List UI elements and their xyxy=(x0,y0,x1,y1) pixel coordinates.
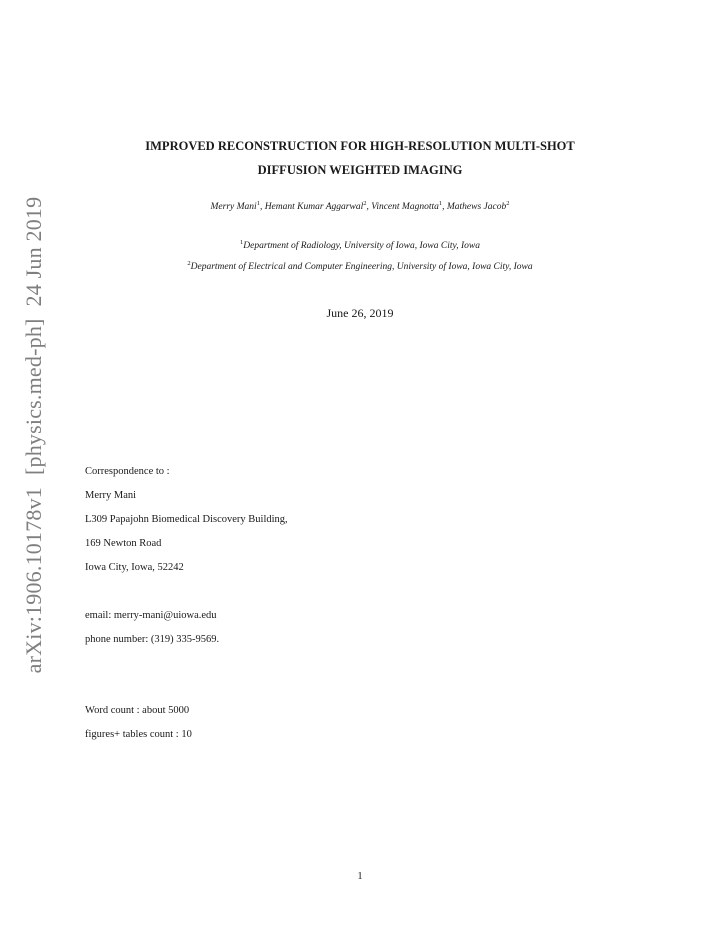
affiliation xyxy=(0,257,720,278)
correspondence-address-line: 169 Newton Road xyxy=(85,538,162,549)
author-affil-mark: 1 xyxy=(256,200,260,207)
affiliation xyxy=(0,236,720,257)
correspondence-block xyxy=(85,460,288,580)
affiliation-number: 2 xyxy=(187,260,191,267)
contact-phone: phone number: (319) 335-9569. xyxy=(85,634,220,645)
arxiv-id: arXiv:1906.10178v1 xyxy=(21,487,46,674)
title-line-2: DIFFUSION WEIGHTED IMAGING xyxy=(257,163,463,177)
author-list: Merry Mani$^1$, Hemant Kumar Aggarwal$^2$, Vincent Magnotta$^1$, Mathews Jacob$^2$ xyxy=(210,200,510,212)
affiliation-number: 1 xyxy=(240,239,244,246)
correspondence-name: Merry Mani xyxy=(85,490,137,501)
author-name: Mathews Jacob xyxy=(446,202,507,212)
correspondence-heading: Correspondence to : xyxy=(85,466,170,477)
author-name: Hemant Kumar Aggarwal xyxy=(264,202,364,212)
contact-block xyxy=(85,604,219,652)
author-name: Merry Mani xyxy=(210,202,257,212)
page-number: 1 xyxy=(357,871,363,882)
author-affil-mark: 1 xyxy=(438,200,443,207)
paper-title xyxy=(0,134,720,182)
arxiv-date: 24 Jun 2019 xyxy=(21,196,46,307)
affiliation-list xyxy=(0,236,720,278)
author-affil-mark: 2 xyxy=(506,200,510,207)
correspondence-address-line: Iowa City, Iowa, 52242 xyxy=(85,562,184,573)
author-affil-mark: 2 xyxy=(363,200,367,207)
affiliation-text: Department of Electrical and Computer Engineering, University of Iowa, Iowa City, Iowa xyxy=(190,262,533,272)
author-name: Vincent Magnotta xyxy=(371,202,439,212)
arxiv-category: [physics.med-ph] xyxy=(21,318,46,476)
word-count: Word count : about 5000 xyxy=(85,705,190,716)
title-line-1: IMPROVED RECONSTRUCTION FOR HIGH-RESOLUTION MULTI-SHOT xyxy=(145,139,575,153)
contact-email: email: merry-mani@uiowa.edu xyxy=(85,610,217,621)
count-block xyxy=(85,699,192,747)
affiliation-text: Department of Radiology, University of Iowa, Iowa City, Iowa xyxy=(243,241,480,251)
correspondence-address-line: L309 Papajohn Biomedical Discovery Building, xyxy=(85,514,288,525)
paper-date: June 26, 2019 xyxy=(326,306,394,320)
figure-table-count: figures+ tables count : 10 xyxy=(85,729,192,740)
